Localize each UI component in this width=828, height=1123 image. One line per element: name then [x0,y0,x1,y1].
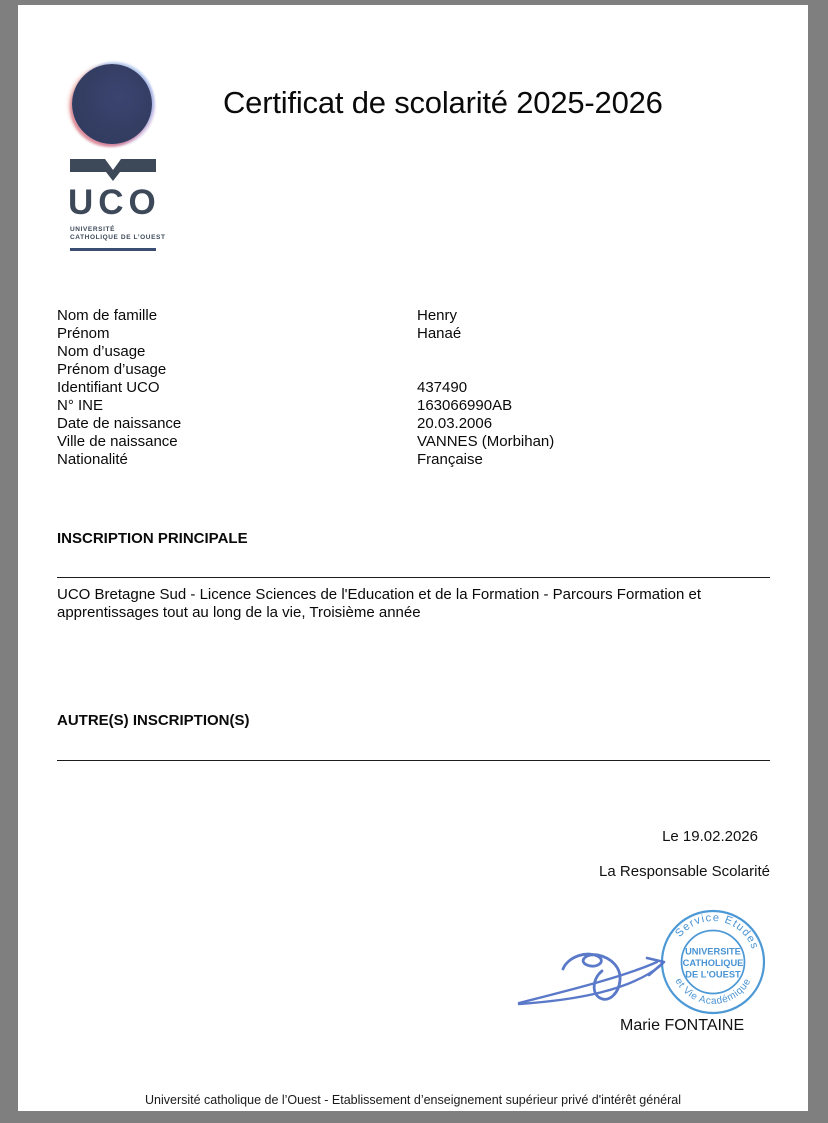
uco-logo-institution-name [70,226,166,242]
info-row-family-name [57,307,554,325]
uco-logo-name-line2: CATHOLIQUE DE L’OUEST [70,234,166,241]
field-value: Hanaé [417,325,462,342]
field-label: Ville de naissance [57,433,178,450]
field-label: Identifiant UCO [57,379,160,396]
field-label: Nom de famille [57,307,158,324]
uco-logo-circle-icon [72,64,152,144]
issue-date: Le 19.02.2026 [662,828,758,845]
info-row-ine-number [57,397,554,415]
certificate-page [18,5,808,1111]
other-enrollments-heading: AUTRE(S) INSCRIPTION(S) [57,712,250,729]
info-row-first-name [57,325,554,343]
uco-logo-underline [70,248,156,251]
info-row-birth-date [57,415,554,433]
field-value: Henry [417,307,458,324]
stamp-center-line1: UNIVERSITE [685,946,741,957]
student-info-block [57,307,554,469]
svg-text:et Vie Académique [673,976,754,1007]
main-enrollment-divider [57,577,770,578]
other-enrollments-divider [57,760,770,761]
stamp-arc-bottom-text: et Vie Académique [672,976,754,1008]
field-label: Nom d’usage [57,343,146,360]
main-enrollment-heading: INSCRIPTION PRINCIPALE [57,530,248,547]
field-value: 437490 [417,379,468,396]
info-row-uco-id [57,379,554,397]
stamp-center-line2: CATHOLIQUE [682,958,744,968]
field-label: Prénom [57,325,110,342]
document-title: Certificat de scolarité 2025-2026 [223,85,663,120]
info-row-nationality [57,451,554,469]
field-value: VANNES (Morbihan) [417,433,555,450]
uco-open-book-icon [70,157,156,181]
field-value: 163066990AB [417,397,513,414]
main-enrollment-text: UCO Bretagne Sud - Licence Sciences de l'Education et de la Formation - Parcours Formation et apprentissages tout au long de la vie, Troisième année [57,586,702,621]
field-label: Prénom d’usage [57,361,167,378]
signatory-name: Marie FONTAINE [620,1017,745,1034]
info-row-birth-city [57,433,554,451]
field-label: N° INE [57,397,104,414]
signatory-role: La Responsable Scolarité [599,863,770,880]
info-row-usage-first-name [57,361,554,379]
stamp-center-line3: DE L'OUEST [685,969,741,980]
footer-institution-line: Université catholique de l’Ouest - Etablissement d’enseignement supérieur privé d'intérêt général [144,1093,681,1107]
handwritten-signature [508,923,683,1013]
uco-logo-acronym: UCO [68,183,161,222]
field-value: Française [417,451,483,468]
field-label: Nationalité [57,451,128,468]
field-value: 20.03.2006 [417,415,493,432]
uco-logo-name-line1: UNIVERSITÉ [70,226,116,233]
info-row-usage-name [57,343,554,361]
stamp-arc-top-text: Service Etudes [673,911,761,952]
field-label: Date de naissance [57,415,182,432]
